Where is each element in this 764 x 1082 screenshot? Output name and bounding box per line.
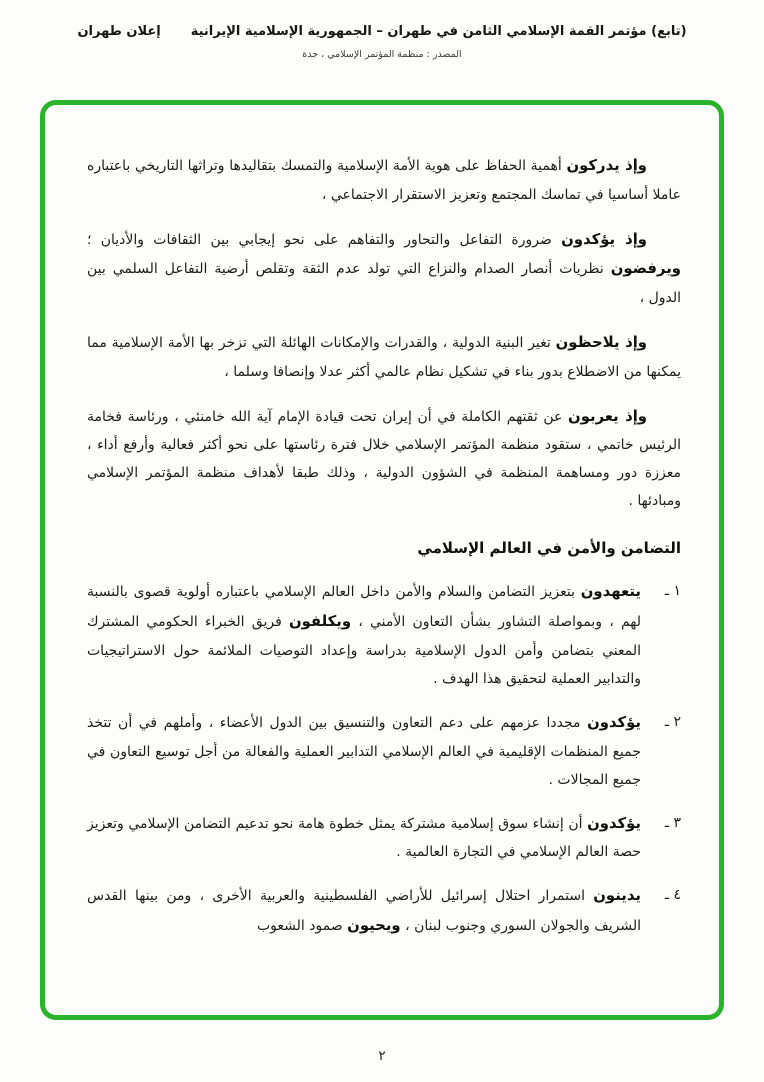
paragraph-text: أن إنشاء سوق إسلامية مشتركة يمثل خطوة هامة نحو تدعيم التضامن الإسلامي وتعزيز حصة العالم الإسلامي في التجارة العالمية . <box>87 815 641 861</box>
preamble-paragraph-1 <box>87 151 681 209</box>
list-item-number: ٣ ـ <box>664 814 681 831</box>
list-item-text <box>87 577 641 692</box>
list-item-1 <box>87 577 681 692</box>
paragraph-text: مجددا عزمهم على دعم التعاون والتنسيق بين الدول الأعضاء ، وأملهم في أن تتخذ جميع المنظمات الإقليمية في العالم الإسلامي التدابير العملية والفعالة من أجل توسيع التعاون في جميع المجالات . <box>87 714 641 788</box>
list-item-text <box>87 881 641 940</box>
document-header <box>0 24 764 39</box>
paragraph-text: فريق الخبراء الحكومي المشترك المعني بتضامن وأمن الدول الإسلامية بدراسة وإعداد التوصيات الملائمة حول الاستراتيجيات والتدابير العملية لتحقيق هذا الهدف . <box>87 614 641 687</box>
paragraph-bold-word: ويحيون <box>347 916 401 934</box>
preamble-paragraph-2 <box>87 225 681 312</box>
paragraph-lead: يؤكدون <box>587 713 641 731</box>
paragraph-text: نظريات أنصار الصدام والنزاع التي تولد عدم الثقة وتقلص أرضية التفاعل السلمي بين الدول ، <box>87 261 681 307</box>
list-item-4 <box>87 881 681 940</box>
page-number: ٢ <box>378 1048 386 1064</box>
paragraph-lead: وإذ يعربون <box>568 407 647 425</box>
paragraph-text: بتعزيز التضامن والسلام والأمن داخل العالم الإسلامي باعتباره أولوية قصوى بالنسبة لهم ، وبمواصلة التشاور بشأن التعاون الأمني ، <box>87 584 641 631</box>
paragraph-lead: وإذ يلاحظون <box>555 334 648 352</box>
numbered-list <box>87 577 681 940</box>
list-item-3 <box>87 809 681 867</box>
paragraph-lead: يؤكدون <box>587 814 641 832</box>
paragraph-lead: يدينون <box>593 887 641 905</box>
preamble-paragraph-3 <box>87 328 681 386</box>
list-item-number: ٢ ـ <box>664 713 681 730</box>
source-line: المصدر : منظمة المؤتمر الإسلامي ، جدة <box>302 49 462 60</box>
paragraph-lead: وإذ يؤكدون <box>561 230 647 248</box>
paragraph-text: عن ثقتهم الكاملة في أن إيران تحت قيادة الإمام آية الله خامنئي ، ورئاسة فخامة الرئيس خاتمي ، ستقود منظمة المؤتمر الإسلامي خلال فترة رئاستها على نحو أكثر فعالية وأرفع أداء ، معززة دور ومساهمة المنظمة في الشؤون الدولية ، وذلك طبقا لأهداف منظمة المؤتمر الإسلامي ومبادئها . <box>87 408 681 510</box>
paragraph-text: تغير البنية الدولية ، والقدرات والإمكانات الهائلة التي تزخر بها الأمة الإسلامية مما يمكنها من الاضطلاع بدور بناء في تشكيل نظام عالمي أكثر عدلا وإنصافا وسلما ، <box>87 335 681 380</box>
list-item-number: ٤ ـ <box>664 887 681 904</box>
list-item-number: ١ ـ <box>664 583 681 600</box>
paragraph-text: ضرورة التفاعل والتحاور والتفاهم على نحو إيجابي بين الثقافات والأديان ؛ <box>87 231 562 248</box>
paragraph-bold-word: ويرفضون <box>610 260 681 278</box>
list-item-text <box>87 708 641 794</box>
section-heading: التضامن والأمن في العالم الإسلامي <box>417 539 681 558</box>
paragraph-text: أهمية الحفاظ على هوية الأمة الإسلامية والتمسك بتقاليدها وتراثها التاريخي باعتباره عاملا أساسيا في تماسك المجتمع وتعزيز الاستقرار الاجتماعي ، <box>87 158 681 203</box>
header-title: (تابع) مؤتمر القمة الإسلامي الثامن في طهران – الجمهورية الإسلامية الإيرانية <box>190 24 687 39</box>
paragraph-lead: يتعهدون <box>580 583 641 601</box>
paragraph-bold-word: ويكلفون <box>288 613 352 631</box>
list-item-2 <box>87 708 681 794</box>
preamble-paragraph-4 <box>87 402 681 516</box>
paragraph-text: صمود الشعوب <box>257 917 348 934</box>
list-item-text <box>87 809 641 867</box>
header-declaration-title: إعلان طهران <box>77 24 161 39</box>
paragraph-lead: وإذ يدركون <box>566 157 647 174</box>
paragraph-text: استمرار احتلال إسرائيل للأراضي الفلسطينية والعربية الأخرى ، ومن بينها القدس الشريف والجولان السوري وجنوب لبنان ، <box>87 888 641 934</box>
content-frame <box>40 100 724 1020</box>
